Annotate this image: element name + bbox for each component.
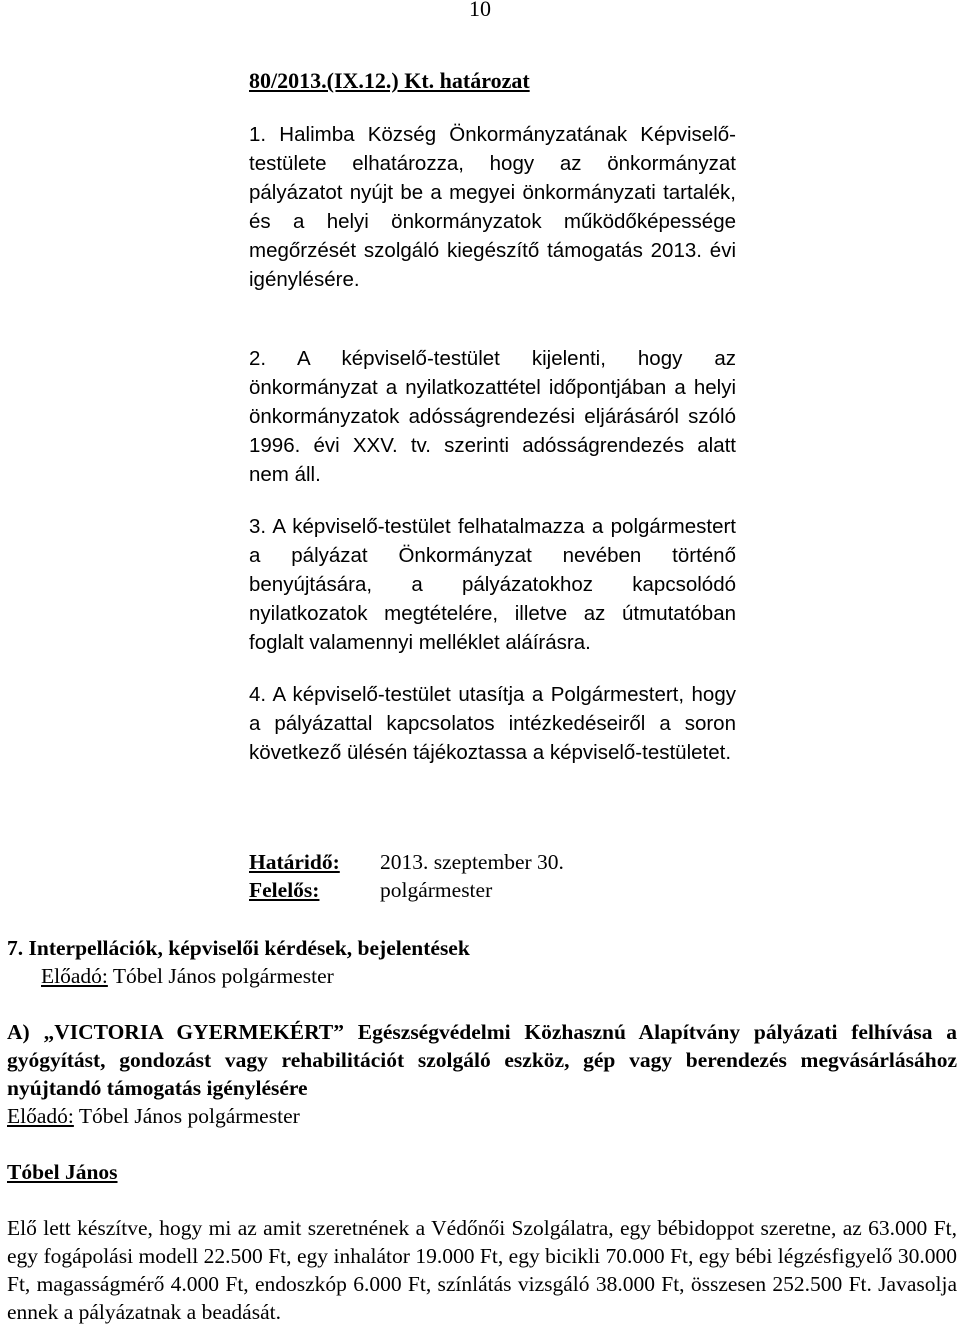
resolution-point-2 (249, 344, 736, 489)
resolution-point-text: 3. A képviselő-testület felhatalmazza a polgármestert a pályázat Önkormányzat nevében történő benyújtására, a pályázatokhoz kapcsolódó nyilatkozatok megtételére, illetve az útmutatóban foglalt valamennyi melléklet aláírásra. (249, 515, 736, 654)
presenter-line-2 (7, 1102, 300, 1130)
speech-paragraph: Elő lett készítve, hogy mi az amit szeretnének a Védőnői Szolgálatra, egy bébidoppot szeretne, az 63.000 Ft, egy fogápolási modell 22.500 Ft, egy inhalátor 19.000 Ft, egy bicikli 70.000 Ft, egy bébi légzésfigyelő 30.000 Ft, magasságmérő 4.000 Ft, endoszkóp 6.000 Ft, színlátás vizsgáló 38.000 Ft, összesen 252.500 Ft. Javasolja ennek a pályázatnak a beadását. (7, 1216, 957, 1324)
presenter-name: Tóbel János polgármester (107, 964, 334, 988)
resolution-title: 80/2013.(IX.12.) Kt. határozat (249, 68, 530, 93)
resolution-point-1 (249, 120, 736, 294)
resolution-point-text: 4. A képviselő-testület utasítja a Polgármestert, hogy a pályázattal kapcsolatos intézkedéseiről a soron következő ülésén tájékoztassa a képviselő-testületet. (249, 683, 736, 764)
responsible-row (249, 876, 492, 904)
deadline-value: 2013. szeptember 30. (380, 850, 564, 874)
deadline-row (249, 848, 564, 876)
agenda-item-heading: 7. Interpellációk, képviselői kérdések, bejelentések (7, 936, 470, 960)
presenter-name: Tóbel János polgármester (73, 1104, 300, 1128)
section-a-heading: A) „VICTORIA GYERMEKÉRT” Egészségvédelmi Közhasznú Alapítvány pályázati felhívása a gyógyítást, gondozást vagy rehabilitációt szolgáló eszköz, gép vagy berendezés megvásárlásához nyújtandó támogatás igénylésére (7, 1020, 957, 1100)
resolution-point-text: 1. Halimba Község Önkormányzatának Képviselő-testülete elhatározza, hogy az önkormányzat pályázatot nyújt be a megyei önkormányzati tartalék, és a helyi önkormányzatok működőképessége megőrzését szolgáló kiegészítő támogatás 2013. évi igénylésére. (249, 123, 736, 291)
resolution-point-3 (249, 512, 736, 657)
resolution-point-4 (249, 680, 736, 767)
page-number: 10 (469, 0, 491, 21)
resolution-point-text: 2. A képviselő-testület kijelenti, hogy az önkormányzat a nyilatkozattétel időpontjában a helyi önkormányzatok adósságrendezési eljárásáról szóló 1996. évi XXV. tv. szerinti adósságrendezés alatt nem áll. (249, 347, 736, 486)
presenter-label: Előadó: (7, 1104, 74, 1128)
responsible-label: Felelős: (249, 878, 320, 902)
responsible-value: polgármester (380, 878, 493, 902)
presenter-line (41, 962, 334, 990)
deadline-label: Határidő: (249, 850, 340, 874)
speaker-name: Tóbel János (7, 1160, 118, 1184)
presenter-label: Előadó: (41, 964, 108, 988)
